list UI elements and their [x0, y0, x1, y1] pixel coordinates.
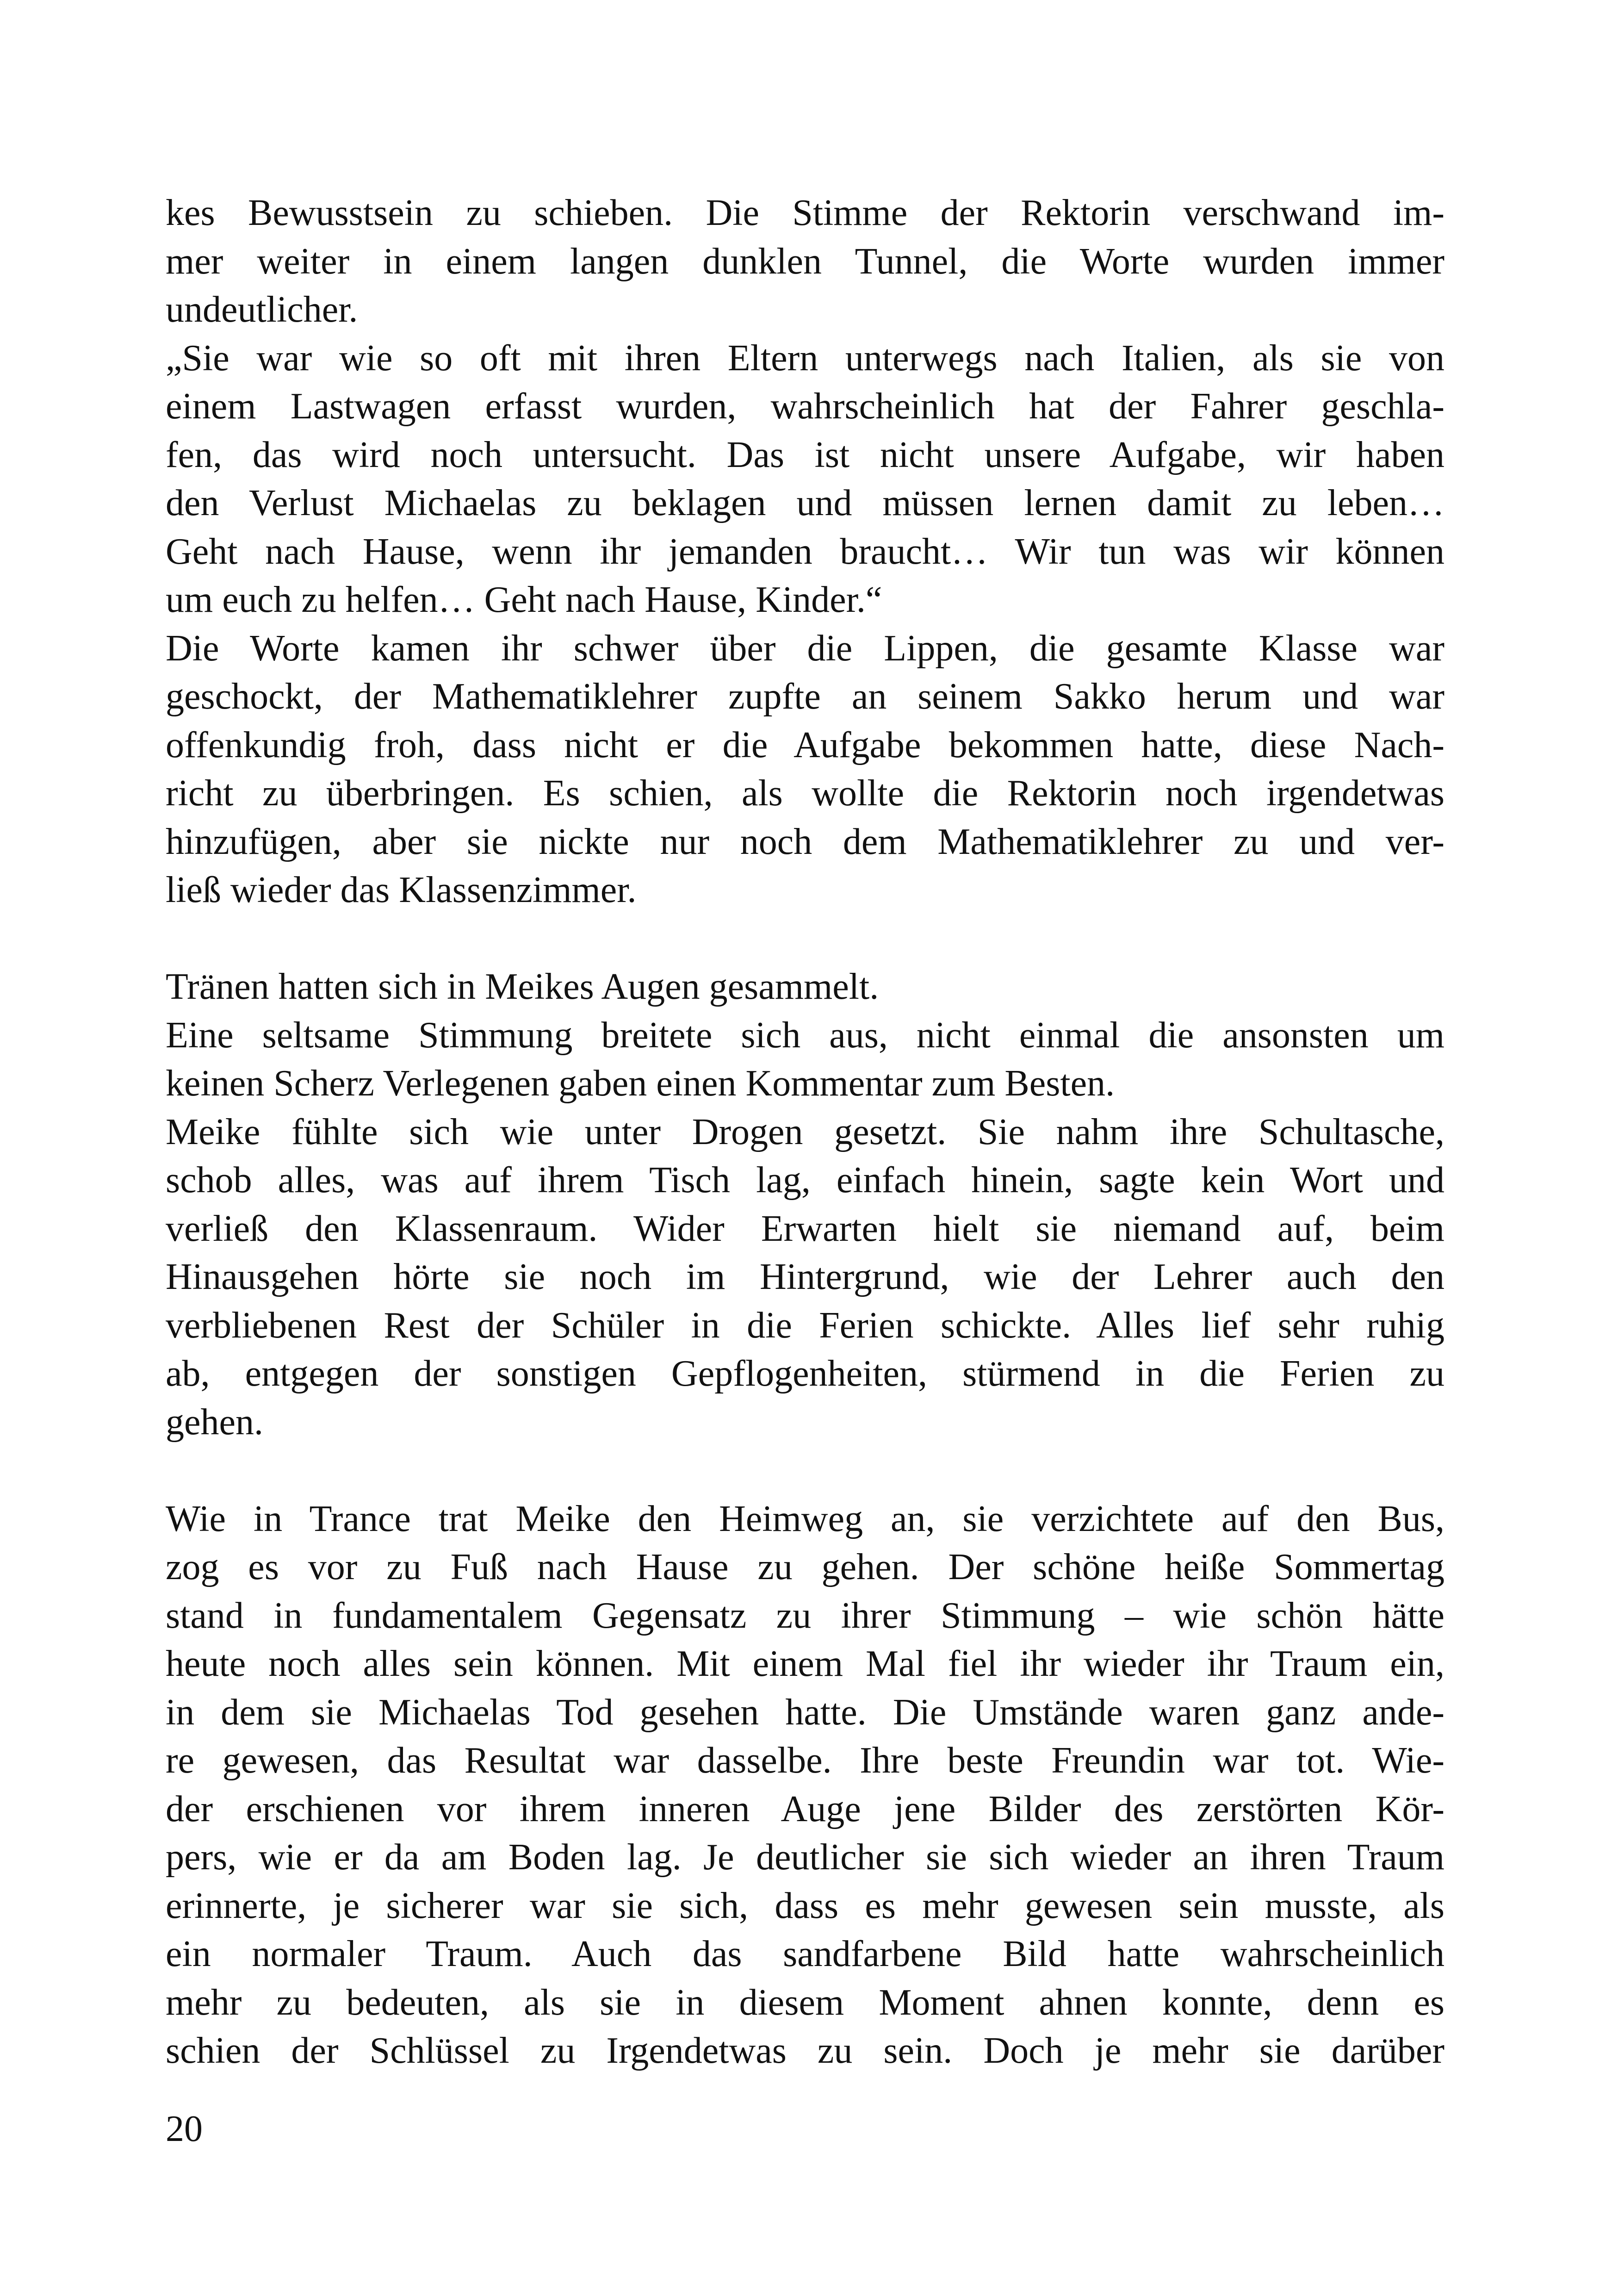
- text-line: geschockt, der Mathematiklehrer zupfte an seinem Sakko herum und war: [166, 676, 1444, 717]
- paragraph: [166, 334, 1444, 624]
- text-line: ließ wieder das Klassenzimmer.: [166, 870, 637, 910]
- text-line: mehr zu bedeuten, als sie in diesem Moment ahnen konnte, denn es: [166, 1982, 1444, 2023]
- text-line: Eine seltsame Stimmung breitete sich aus, nicht einmal die ansonsten um: [166, 1014, 1444, 1056]
- paragraph-gap: [166, 915, 1444, 963]
- text-line: „Sie war wie so oft mit ihren Eltern unterwegs nach Italien, als sie von: [166, 337, 1444, 379]
- text-line: den Verlust Michaelas zu beklagen und müssen lernen damit zu leben…: [166, 483, 1444, 523]
- text-line: hinzufügen, aber sie nickte nur noch dem Mathematiklehrer zu und ver-: [166, 821, 1444, 862]
- text-line: ein normaler Traum. Auch das sandfarbene Bild hatte wahrscheinlich: [166, 1934, 1444, 1974]
- text-line: fen, das wird noch untersucht. Das ist nicht unsere Aufgabe, wir haben: [166, 434, 1444, 475]
- text-line: verbliebenen Rest der Schüler in die Ferien schickte. Alles lief sehr ruhig: [166, 1305, 1444, 1346]
- text-line: erinnerte, je sicherer war sie sich, dass es mehr gewesen sein musste, als: [166, 1885, 1444, 1926]
- paragraph: [166, 1495, 1444, 2075]
- text-line: Hinausgehen hörte sie noch im Hintergrund, wie der Lehrer auch den: [166, 1257, 1444, 1297]
- text-line: gehen.: [166, 1401, 264, 1443]
- text-line: Tränen hatten sich in Meikes Augen gesammelt.: [166, 966, 879, 1007]
- text-line: stand in fundamentalem Gegensatz zu ihrer Stimmung – wie schön hätte: [166, 1595, 1444, 1636]
- text-line: der erschienen vor ihrem inneren Auge jene Bilder des zerstörten Kör-: [166, 1788, 1444, 1829]
- text-line: schien der Schlüssel zu Irgendetwas zu sein. Doch je mehr sie darüber: [166, 2030, 1444, 2071]
- text-line: richt zu überbringen. Es schien, als wollte die Rektorin noch irgendetwas: [166, 773, 1444, 814]
- text-line: zog es vor zu Fuß nach Hause zu gehen. Der schöne heiße Sommertag: [166, 1547, 1444, 1587]
- text-line: in dem sie Michaelas Tod gesehen hatte. Die Umstände waren ganz ande-: [166, 1692, 1444, 1733]
- paragraph: [166, 963, 1444, 1011]
- text-line: ab, entgegen der sonstigen Gepflogenheiten, stürmend in die Ferien zu: [166, 1353, 1444, 1394]
- page-number: 20: [166, 2109, 203, 2149]
- paragraph: [166, 624, 1444, 915]
- text-line: re gewesen, das Resultat war dasselbe. Ihre beste Freundin war tot. Wie-: [166, 1740, 1444, 1781]
- paragraph: [166, 1108, 1444, 1447]
- text-line: heute noch alles sein können. Mit einem Mal fiel ihr wieder ihr Traum ein,: [166, 1643, 1444, 1684]
- paragraph: [166, 189, 1444, 334]
- text-line: Wie in Trance trat Meike den Heimweg an, sie verzichtete auf den Bus,: [166, 1498, 1444, 1539]
- text-line: schob alles, was auf ihrem Tisch lag, einfach hinein, sagte kein Wort und: [166, 1160, 1444, 1201]
- text-line: Meike fühlte sich wie unter Drogen gesetzt. Sie nahm ihre Schultasche,: [166, 1111, 1444, 1152]
- text-line: undeutlicher.: [166, 289, 358, 330]
- text-line: keinen Scherz Verlegenen gaben einen Kommentar zum Besten.: [166, 1063, 1115, 1104]
- text-line: mer weiter in einem langen dunklen Tunnel, die Worte wurden immer: [166, 241, 1444, 282]
- text-line: verließ den Klassenraum. Wider Erwarten hielt sie niemand auf, beim: [166, 1208, 1444, 1249]
- text-line: offenkundig froh, dass nicht er die Aufgabe bekommen hatte, diese Nach-: [166, 724, 1444, 765]
- text-line: kes Bewusstsein zu schieben. Die Stimme der Rektorin verschwand im-: [166, 193, 1444, 233]
- body-text: [166, 189, 1444, 2075]
- text-line: einem Lastwagen erfasst wurden, wahrscheinlich hat der Fahrer geschla-: [166, 386, 1444, 427]
- text-line: pers, wie er da am Boden lag. Je deutlicher sie sich wieder an ihren Traum: [166, 1837, 1444, 1878]
- paragraph-gap: [166, 1446, 1444, 1495]
- text-line: Die Worte kamen ihr schwer über die Lippen, die gesamte Klasse war: [166, 628, 1444, 669]
- text-line: um euch zu helfen… Geht nach Hause, Kinder.“: [166, 579, 882, 620]
- text-line: Geht nach Hause, wenn ihr jemanden braucht… Wir tun was wir können: [166, 531, 1444, 572]
- paragraph: [166, 1011, 1444, 1108]
